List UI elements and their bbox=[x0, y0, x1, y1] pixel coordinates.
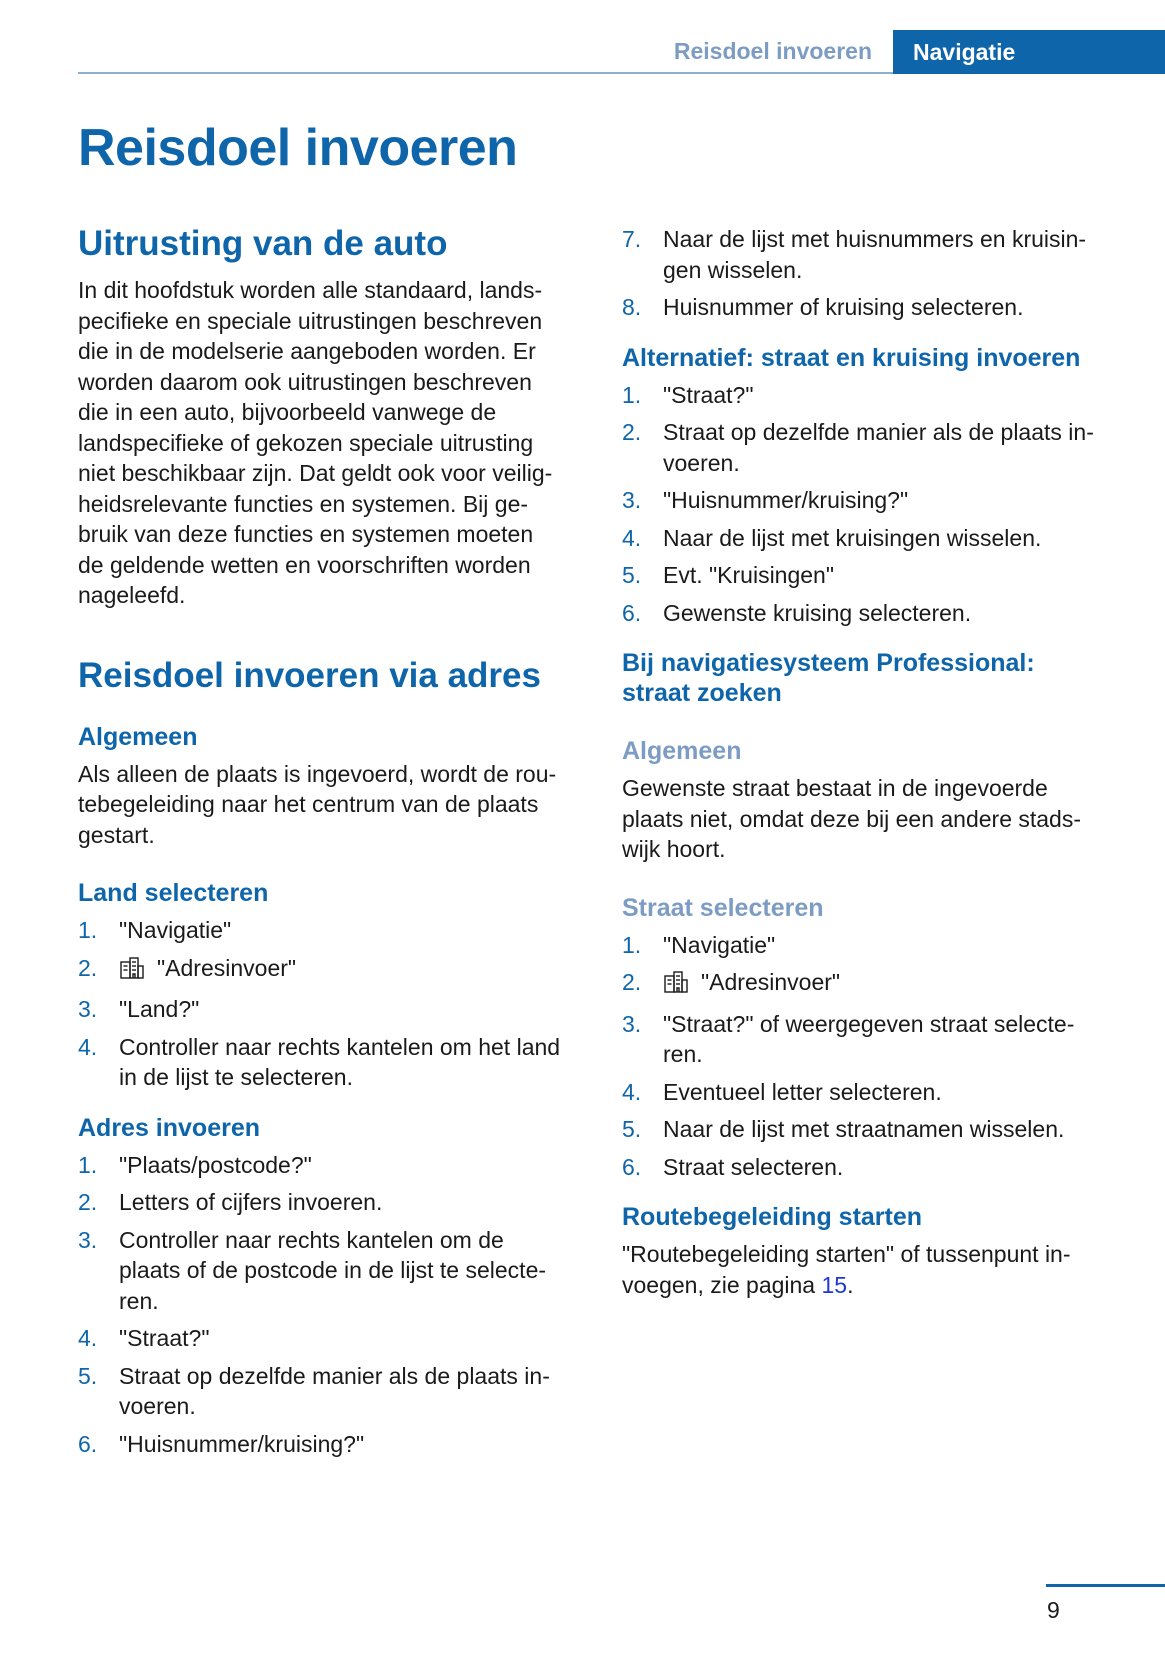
text-line: die in de modelserie aangeboden worden. Er bbox=[78, 338, 536, 364]
address-entry-icon bbox=[663, 970, 689, 1002]
step-text: Straat op dezelfde manier als de plaats in- bbox=[663, 419, 1094, 445]
step-item bbox=[78, 1323, 588, 1354]
step-item bbox=[78, 994, 588, 1025]
step-text: plaats of de postcode in de lijst te selecte- bbox=[119, 1257, 547, 1283]
text-line: nageleefd. bbox=[78, 582, 186, 608]
step-number: 6. bbox=[78, 1430, 98, 1457]
route-paragraph bbox=[622, 1239, 1137, 1300]
step-text: Straat selecteren. bbox=[663, 1153, 844, 1180]
step-number: 4. bbox=[78, 1325, 98, 1351]
alternative-steps bbox=[622, 380, 1137, 629]
step-item bbox=[622, 292, 1137, 323]
step-text: "Straat?" of weergegeven straat selecte- bbox=[663, 1010, 1075, 1037]
step-text: "Navigatie" bbox=[119, 917, 232, 943]
country-heading: Land selecteren bbox=[78, 879, 269, 907]
step-text: "Huisnummer/kruising?" bbox=[663, 487, 909, 513]
step-number: 5. bbox=[78, 1362, 98, 1389]
text-line: die in een auto, bijvoorbeeld vanwege de bbox=[78, 399, 497, 425]
street-heading: Straat selecteren bbox=[622, 893, 824, 922]
step-item bbox=[78, 953, 588, 988]
step-number: 3. bbox=[622, 1010, 642, 1037]
step-item bbox=[622, 1009, 1137, 1070]
step-item bbox=[622, 1077, 1137, 1108]
step-item bbox=[78, 1429, 588, 1460]
equipment-paragraph bbox=[78, 275, 588, 611]
header-chapter-label: Navigatie bbox=[913, 39, 1016, 65]
professional-heading bbox=[622, 648, 1137, 708]
step-item bbox=[622, 967, 1137, 1002]
step-text: Evt. "Kruisingen" bbox=[663, 562, 835, 588]
continued-steps bbox=[622, 224, 1137, 323]
step-text: Controller naar rechts kantelen om de bbox=[119, 1226, 504, 1253]
step-number: 6. bbox=[622, 599, 642, 626]
right-column bbox=[622, 224, 1137, 1300]
text-line: In dit hoofdstuk worden alle standaard, lands- bbox=[78, 277, 543, 303]
step-item bbox=[78, 1150, 588, 1181]
text-line: heidsrelevante functies en systemen. Bij ge- bbox=[78, 490, 529, 517]
text-line: landspecifieke of gekozen speciale uitrusting bbox=[78, 429, 534, 456]
step-item bbox=[78, 1187, 588, 1218]
country-steps bbox=[78, 915, 588, 1093]
route-line-2-prefix: voegen, zie pagina bbox=[622, 1271, 822, 1298]
text-line: de geldende wetten en voorschriften worden bbox=[78, 551, 531, 578]
step-text: Eventueel letter selecteren. bbox=[663, 1078, 942, 1105]
step-text: Gewenste kruising selecteren. bbox=[663, 599, 972, 626]
text-line: tebegeleiding naar het centrum van de plaats bbox=[78, 791, 539, 817]
step-item bbox=[622, 380, 1137, 411]
step-number: 7. bbox=[622, 226, 642, 252]
step-number: 8. bbox=[622, 294, 642, 320]
step-item bbox=[78, 1361, 588, 1422]
step-number: 4. bbox=[78, 1033, 98, 1060]
step-number: 1. bbox=[622, 381, 642, 408]
footer-rule bbox=[1046, 1584, 1165, 1587]
text-line: plaats niet, omdat deze bij een andere stads- bbox=[622, 805, 1082, 832]
step-text: "Plaats/postcode?" bbox=[119, 1151, 312, 1178]
text-line: niet beschikbaar zijn. Dat geldt ook voor veilig- bbox=[78, 460, 553, 486]
step-number: 4. bbox=[622, 1078, 642, 1105]
step-text: "Adresinvoer" bbox=[701, 969, 841, 995]
step-text: "Straat?" bbox=[119, 1325, 210, 1351]
step-text: "Navigatie" bbox=[663, 931, 776, 958]
route-line-2-suffix: . bbox=[847, 1271, 854, 1298]
step-number: 1. bbox=[78, 917, 98, 943]
step-number: 2. bbox=[622, 419, 642, 445]
header-section-label: Reisdoel invoeren bbox=[673, 38, 872, 64]
step-text: ren. bbox=[663, 1041, 703, 1067]
step-text: "Straat?" bbox=[663, 381, 754, 408]
step-number: 2. bbox=[78, 954, 98, 981]
text-line: wijk hoort. bbox=[622, 836, 726, 862]
step-text: in de lijst te selecteren. bbox=[119, 1064, 353, 1090]
route-line-1: "Routebegeleiding starten" of tussenpunt in- bbox=[622, 1241, 1071, 1267]
header-chapter-tab bbox=[893, 30, 1165, 74]
text-line: Gewenste straat bestaat in de ingevoerde bbox=[622, 775, 1048, 801]
equipment-heading: Uitrusting van de auto bbox=[78, 224, 448, 263]
step-number: 2. bbox=[78, 1189, 98, 1215]
step-item bbox=[622, 523, 1137, 554]
step-number: 1. bbox=[78, 1151, 98, 1178]
step-text: "Land?" bbox=[119, 996, 200, 1022]
right-general-heading: Algemeen bbox=[622, 737, 742, 765]
step-item bbox=[622, 930, 1137, 961]
step-item bbox=[622, 598, 1137, 629]
step-number: 5. bbox=[622, 1116, 642, 1142]
address-entry-icon bbox=[119, 956, 145, 988]
step-number: 6. bbox=[622, 1153, 642, 1180]
step-text: Huisnummer of kruising selecteren. bbox=[663, 294, 1024, 320]
step-text: voeren. bbox=[663, 449, 740, 476]
text-line: straat zoeken bbox=[622, 679, 782, 707]
step-item bbox=[622, 417, 1137, 478]
step-text: Naar de lijst met straatnamen wisselen. bbox=[663, 1116, 1065, 1142]
street-steps bbox=[622, 930, 1137, 1183]
step-text: Naar de lijst met kruisingen wisselen. bbox=[663, 524, 1042, 551]
text-line: pecifieke en speciale uitrustingen beschreven bbox=[78, 307, 543, 334]
text-line: gestart. bbox=[78, 821, 155, 848]
address-steps bbox=[78, 1150, 588, 1460]
step-number: 3. bbox=[78, 996, 98, 1022]
left-column bbox=[78, 222, 588, 1466]
step-text: Straat op dezelfde manier als de plaats in- bbox=[119, 1362, 550, 1389]
step-text: Naar de lijst met huisnummers en kruisin- bbox=[663, 226, 1087, 252]
step-item bbox=[78, 1032, 588, 1093]
page-number: 9 bbox=[1047, 1597, 1060, 1623]
step-item bbox=[622, 1114, 1137, 1145]
step-item bbox=[78, 1225, 588, 1317]
step-item bbox=[622, 1152, 1137, 1183]
text-line: worden daarom ook uitrustingen beschreven bbox=[78, 368, 532, 395]
step-number: 3. bbox=[78, 1226, 98, 1253]
step-text: Letters of cijfers invoeren. bbox=[119, 1189, 383, 1215]
step-number: 5. bbox=[622, 562, 642, 588]
step-number: 3. bbox=[622, 487, 642, 513]
route-heading: Routebegeleiding starten bbox=[622, 1203, 923, 1231]
text-line: bruik van deze functies en systemen moeten bbox=[78, 521, 534, 547]
step-text: "Huisnummer/kruising?" bbox=[119, 1430, 365, 1457]
step-number: 1. bbox=[622, 931, 642, 958]
step-text: gen wisselen. bbox=[663, 256, 803, 283]
general-paragraph bbox=[78, 759, 588, 851]
step-item bbox=[78, 915, 588, 946]
step-text: voeren. bbox=[119, 1393, 196, 1419]
address-heading: Adres invoeren bbox=[78, 1113, 261, 1142]
text-line: Als alleen de plaats is ingevoerd, wordt de rou- bbox=[78, 760, 557, 787]
step-text: "Adresinvoer" bbox=[157, 954, 297, 981]
text-line: Bij navigatiesysteem Professional: bbox=[622, 649, 1035, 677]
page-title: Reisdoel invoeren bbox=[78, 119, 518, 177]
step-item bbox=[622, 485, 1137, 516]
step-item bbox=[622, 560, 1137, 591]
page-link-15[interactable]: 15 bbox=[821, 1271, 848, 1298]
step-item bbox=[622, 224, 1137, 285]
via-address-heading: Reisdoel invoeren via adres bbox=[78, 655, 541, 695]
step-number: 4. bbox=[622, 524, 642, 551]
step-number: 2. bbox=[622, 969, 642, 995]
right-general-paragraph bbox=[622, 773, 1137, 865]
step-text: Controller naar rechts kantelen om het land bbox=[119, 1033, 561, 1060]
step-text: ren. bbox=[119, 1287, 159, 1314]
general-heading: Algemeen bbox=[78, 722, 198, 751]
alternative-heading: Alternatief: straat en kruising invoeren bbox=[622, 343, 1081, 372]
